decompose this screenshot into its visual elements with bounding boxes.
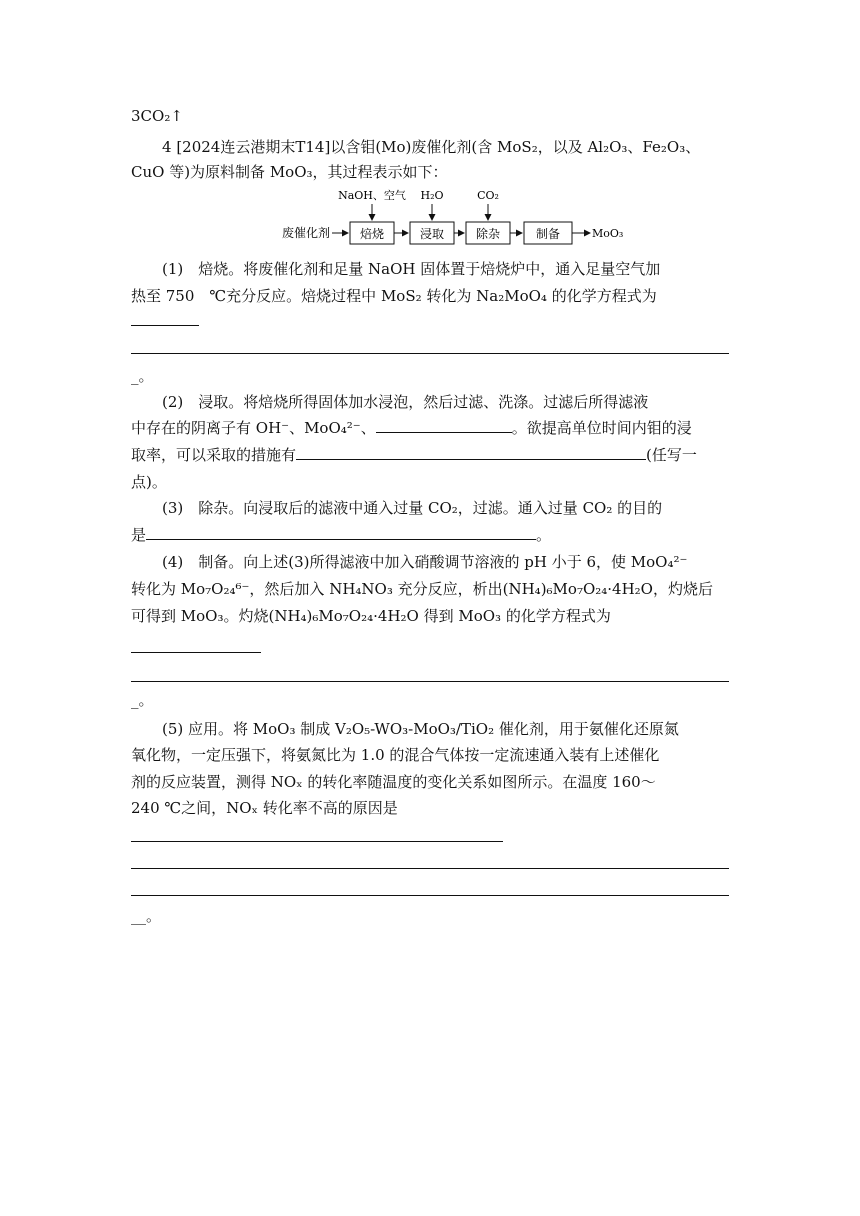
flow-reagent-purify: CO₂ — [477, 189, 499, 202]
p4-answer-blank-full[interactable] — [131, 681, 729, 682]
p4-line2: 转化为 Mo₇O₂₄⁶⁻，然后加入 NH₄NO₃ 充分反应，析出(NH₄)₆Mo₇O₂₄·4H₂O，灼烧后 — [131, 580, 713, 598]
p3-purpose-blank[interactable] — [146, 525, 536, 540]
flow-step-purify: 除杂 — [475, 227, 501, 241]
p4-answer-blank-short[interactable] — [131, 652, 261, 653]
flow-output-label: MoO₃ — [592, 227, 624, 240]
flow-reagent-roast: NaOH、空气 — [338, 189, 406, 202]
q4-intro-line2: CuO 等)为原料制备 MoO₃，其过程表示如下： — [131, 163, 448, 181]
p2-line2-text-b: 。欲提高单位时间内钼的浸 — [511, 419, 692, 437]
p2-line1: (2) 浸取。将焙烧所得固体加水浸泡，然后过滤、洗涤。过滤后所得滤液 — [162, 393, 649, 411]
p2-measure-blank[interactable] — [296, 445, 646, 460]
question-source: [2024连云港期末T14] — [176, 138, 331, 156]
p3-line1: (3) 除杂。向浸取后的滤液中通入过量 CO₂，过滤。通入过量 CO₂ 的目的 — [162, 499, 663, 517]
p2-line4: 点)。 — [131, 473, 167, 491]
top-line: 3CO₂↑ — [131, 107, 183, 125]
p5-line3: 剂的反应装置，测得 NOₓ 的转化率随温度的变化关系如图所示。在温度 160～ — [131, 773, 656, 791]
p1-answer-blank-full[interactable] — [131, 353, 729, 354]
flow-step-roast: 焙烧 — [359, 227, 385, 241]
p5-answer-blank-short[interactable] — [131, 841, 503, 842]
p3-line2-text-b: 。 — [536, 526, 552, 544]
p2-line3 — [131, 445, 697, 465]
process-flowchart — [280, 188, 700, 250]
flowchart-svg — [280, 188, 700, 250]
p1-line2: 热至 750 ℃充分反应。焙烧过程中 MoS₂ 转化为 Na₂MoO₄ 的化学方程式为 — [131, 287, 657, 305]
flow-step-prepare: 制备 — [535, 227, 561, 241]
p1-end: _。 — [131, 367, 154, 385]
p3-line2 — [131, 525, 551, 545]
q4-intro-line1 — [162, 137, 700, 157]
p2-line2 — [131, 418, 692, 438]
p5-line4: 240 ℃之间，NOₓ 转化率不高的原因是 — [131, 799, 398, 817]
p5-answer-blank-full-2[interactable] — [131, 895, 729, 896]
p3-line2-text-a: 是 — [131, 526, 147, 544]
p2-anion-blank[interactable] — [376, 418, 512, 433]
p5-answer-blank-full-1[interactable] — [131, 868, 729, 869]
p1-answer-blank-short[interactable] — [131, 325, 199, 326]
p5-end: __。 — [131, 907, 162, 925]
p4-line1: (4) 制备。向上述(3)所得滤液中加入硝酸调节溶液的 pH 小于 6，使 MoO₄²⁻ — [162, 553, 688, 571]
p4-end: _。 — [131, 691, 154, 709]
p1-line1: (1) 焙烧。将废催化剂和足量 NaOH 固体置于焙烧炉中，通入足量空气加 — [162, 260, 661, 278]
flow-input-label: 废催化剂 — [282, 226, 331, 240]
q4-intro-text1: 以含钼(Mo)废催化剂(含 MoS₂，以及 Al₂O₃、Fe₂O₃、 — [330, 138, 701, 156]
p2-line2-text-a: 中存在的阴离子有 OH⁻、MoO₄²⁻、 — [131, 419, 376, 437]
p5-line2: 氧化物，一定压强下，将氨氮比为 1.0 的混合气体按一定流速通入装有上述催化 — [131, 746, 660, 764]
p2-line3-text-a: 取率，可以采取的措施有 — [131, 446, 297, 464]
question-number: 4 — [162, 138, 172, 156]
p5-line1: (5) 应用。将 MoO₃ 制成 V₂O₅-WO₃-MoO₃/TiO₂ 催化剂，用于氨催化还原氮 — [162, 720, 679, 738]
flow-reagent-leach: H₂O — [420, 189, 444, 202]
p2-line3-text-b: (任写一 — [646, 446, 697, 464]
p4-line3: 可得到 MoO₃。灼烧(NH₄)₆Mo₇O₂₄·4H₂O 得到 MoO₃ 的化学方程式为 — [131, 607, 611, 625]
flow-step-leach: 浸取 — [419, 227, 445, 241]
